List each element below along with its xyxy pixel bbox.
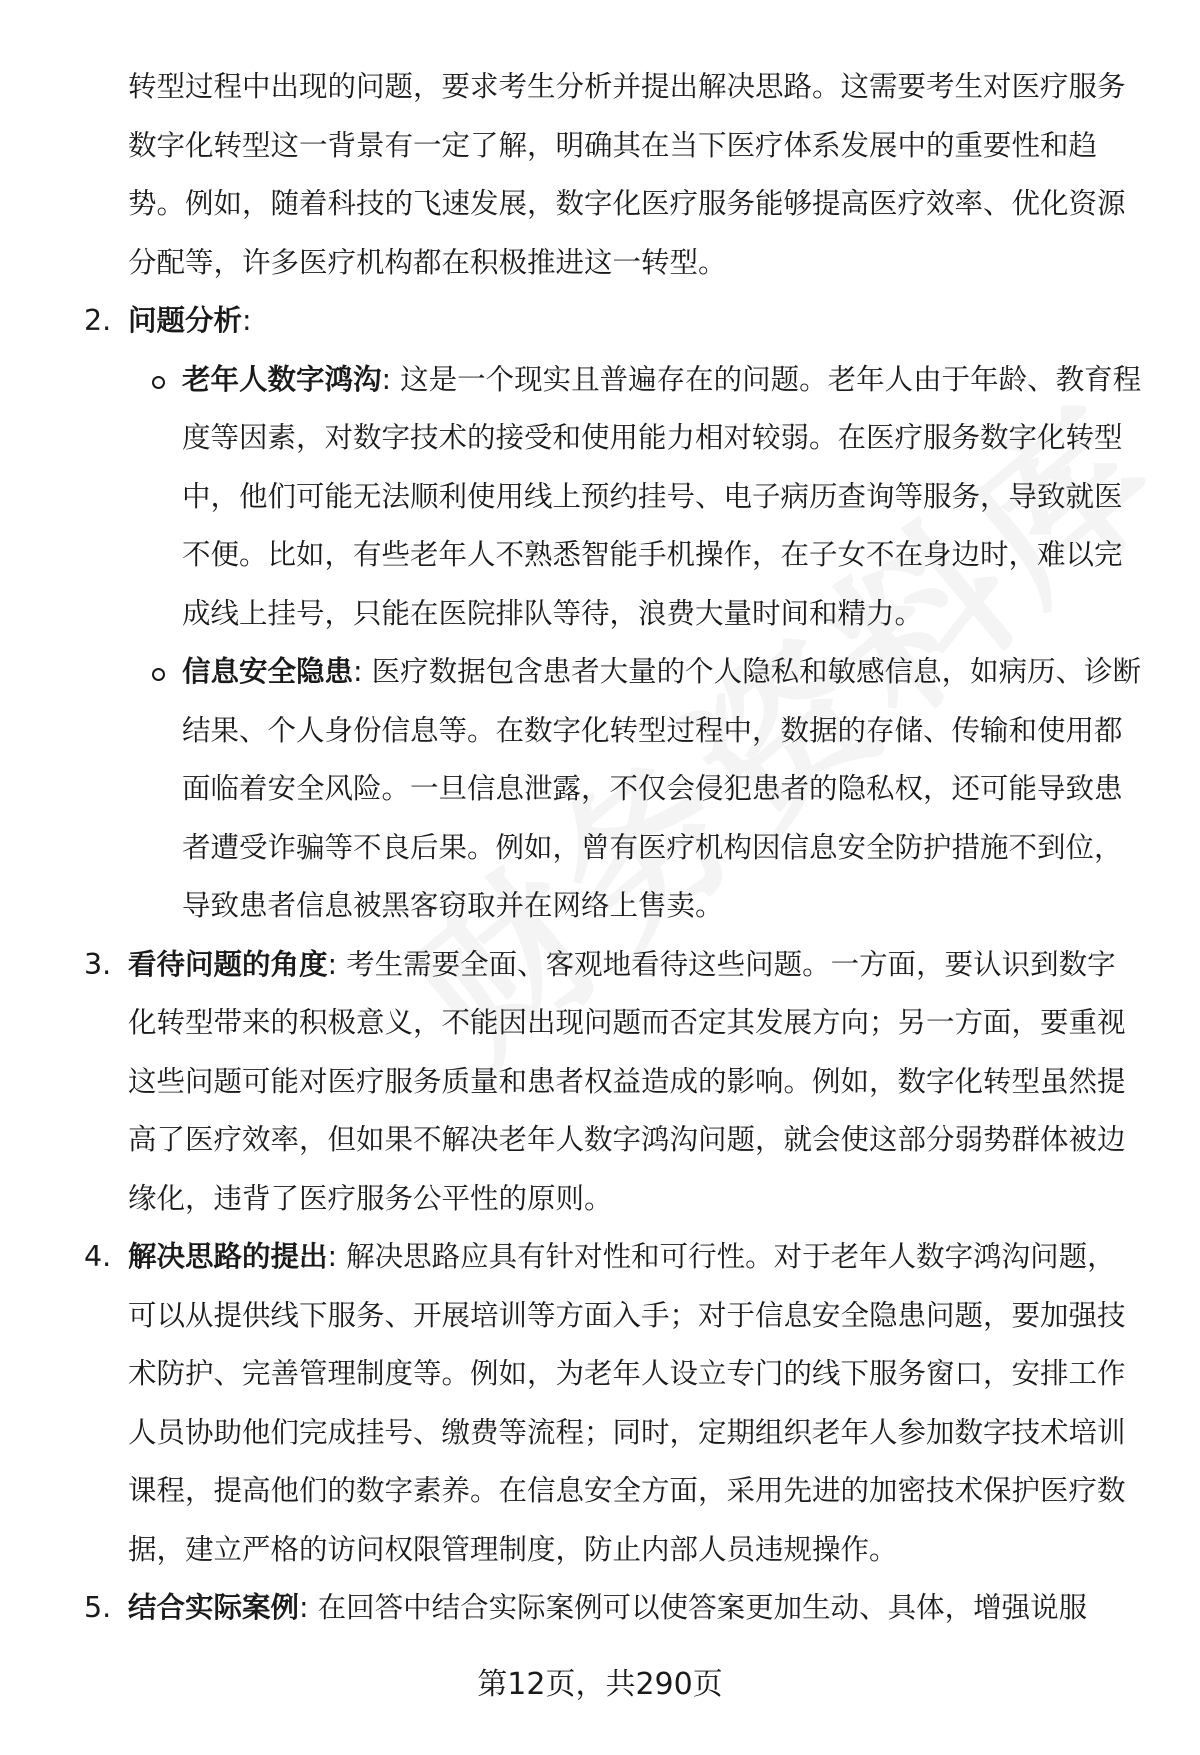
sub-item-heading: 信息安全隐患 bbox=[182, 655, 354, 688]
item-number: 4. bbox=[84, 1240, 112, 1273]
list-item-2 bbox=[84, 292, 1143, 351]
sub-item-heading: 老年人数字鸿沟 bbox=[182, 362, 382, 396]
intro-paragraph: 转型过程中出现的问题，要求考生分析并提出解决思路。这需要考生对医疗服务数字化转型这一背景有一定了解，明确其在当下医疗体系发展中的重要性和趋势。例如，随着科技的飞速发展，数字化医疗服务能够提高医疗效率、优化资源分配等，许多医疗机构都在积极推进这一转型。 bbox=[128, 70, 1126, 279]
item-heading: 结合实际案例 bbox=[128, 1591, 300, 1624]
item-number: 2. bbox=[84, 304, 112, 337]
page-footer: 第12页，共290页 bbox=[477, 1667, 723, 1702]
circle-bullet-icon bbox=[152, 376, 165, 389]
item-text: : 在回答中结合实际案例可以使答案更加生动、具体，增强说服 bbox=[299, 1591, 1088, 1624]
item-text: : 考生需要全面、客观地看待这些问题。一方面，要认识到数字化转型带来的积极意义，不能因出现问题而否定其发展方向；另一方面，要重视这些问题可能对医疗服务质量和患者权益造成的影响。例如，数字化转型虽然提高了医疗效率，但如果不解决老年人数字鸿沟问题，就会使这部分弱势群体被边缘化，违背了医疗服务公平性的原则。 bbox=[128, 947, 1126, 1215]
sub-item-digital-divide bbox=[182, 351, 1143, 644]
item-text: : bbox=[242, 304, 252, 337]
list-item-4 bbox=[84, 1228, 1143, 1579]
sub-item-info-security bbox=[182, 643, 1143, 936]
list-item-3 bbox=[84, 936, 1143, 1229]
item-heading: 问题分析 bbox=[128, 304, 243, 337]
item-number: 3. bbox=[84, 947, 112, 981]
item-text: : 解决思路应具有针对性和可行性。对于老年人数字鸿沟问题，可以从提供线下服务、开展培训等方面入手；对于信息安全隐患问题，要加强技术防护、完善管理制度等。例如，为老年人设立专门的线下服务窗口，安排工作人员协助他们完成挂号、缴费等流程；同时，定期组织老年人参加数字技术培训课程，提高他们的数字素养。在信息安全方面，采用先进的加密技术保护医疗数据，建立严格的访问权限管理制度，防止内部人员违规操作。 bbox=[128, 1240, 1126, 1566]
item-number: 5. bbox=[84, 1591, 112, 1624]
circle-bullet-icon bbox=[152, 668, 165, 681]
list-item-5 bbox=[84, 1579, 1143, 1638]
item-heading: 看待问题的角度 bbox=[128, 947, 328, 981]
sub-item-text: : 这是一个现实且普遍存在的问题。老年人由于年龄、教育程度等因素，对数字技术的接受和使用能力相对较弱。在医疗服务数字化转型中，他们可能无法顺利使用线上预约挂号、电子病历查询等服务，导致就医不便。比如，有些老年人不熟悉智能手机操作，在子女不在身边时，难以完成线上挂号，只能在医院排队等待，浪费大量时间和精力。 bbox=[182, 362, 1142, 630]
item-heading: 解决思路的提出 bbox=[128, 1240, 328, 1273]
document-body bbox=[0, 58, 1200, 1638]
sub-item-text: : 医疗数据包含患者大量的个人隐私和敏感信息，如病历、诊断结果、个人身份信息等。在数字化转型过程中，数据的存储、传输和使用都面临着安全风险。一旦信息泄露，不仅会侵犯患者的隐私权，还可能导致患者遭受诈骗等不良后果。例如，曾有医疗机构因信息安全防护措施不到位，导致患者信息被黑客窃取并在网络上售卖。 bbox=[182, 655, 1142, 922]
